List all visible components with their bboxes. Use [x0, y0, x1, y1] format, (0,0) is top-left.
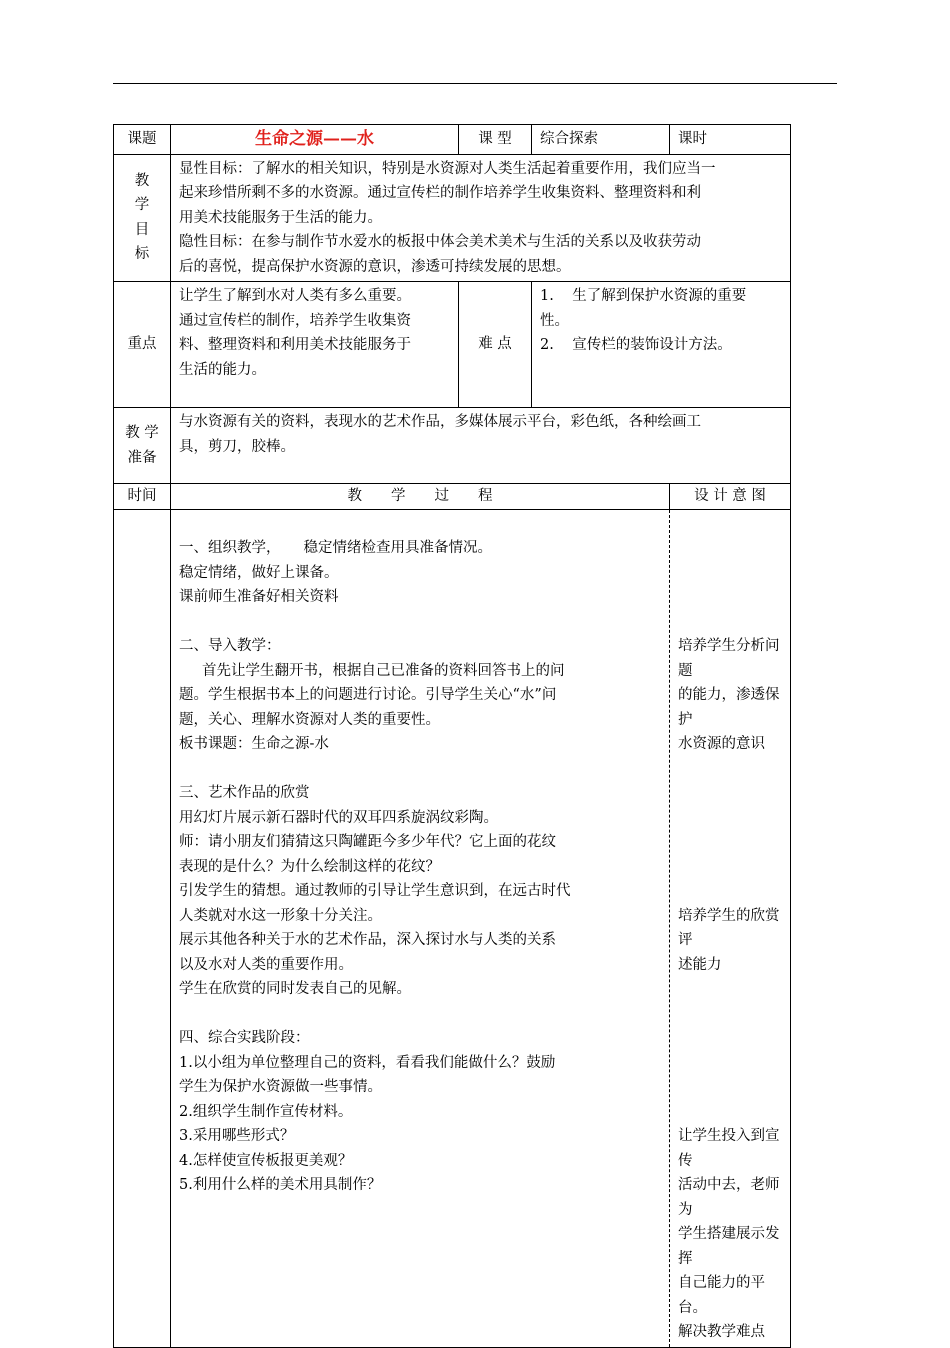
intent-line — [678, 512, 784, 537]
difficulty-line: 1. 生了解到保护水资源的重要 — [540, 288, 747, 304]
goals-text — [171, 154, 791, 282]
process-line: 首先让学生翻开书，根据自己已准备的资料回答书上的问 — [179, 662, 565, 679]
goals-row — [114, 154, 791, 282]
prep-line: 具，剪刀，胶棒。 — [179, 438, 295, 455]
keypoints-row — [114, 282, 791, 408]
prep-label — [114, 408, 171, 484]
goals-label-char: 教 — [134, 172, 150, 189]
goals-label-char: 标 — [134, 246, 150, 263]
process-line: 表现的是什么？为什么绘制这样的花纹？ — [179, 858, 440, 875]
intent-line: 的能力，渗透保护 — [678, 687, 780, 728]
process-line: 2.组织学生制作宣传材料。 — [179, 1103, 353, 1120]
intent-text — [670, 509, 791, 1347]
intent-line — [678, 610, 784, 635]
intent-line: 水资源的意识 — [678, 736, 766, 752]
prep-label-line: 准备 — [127, 449, 157, 466]
intent-line: 学生搭建展示发挥 — [678, 1226, 780, 1267]
process-line: 引发学生的猜想。通过教师的引导让学生意识到，在远古时代 — [179, 883, 571, 899]
process-line: 5.利用什么样的美术用具制作？ — [179, 1177, 382, 1193]
process-line — [179, 757, 663, 782]
intent-line — [678, 1026, 784, 1051]
intent-line: 培养学生的欣赏评 — [678, 907, 780, 948]
process-line — [179, 1002, 663, 1027]
intent-line — [678, 585, 784, 610]
difficulty-label: 难 点 — [459, 282, 532, 408]
intent-line — [678, 757, 784, 782]
intent-line — [678, 1002, 784, 1027]
process-line: 二、导入教学： — [179, 638, 281, 654]
process-line: 学生为保护水资源做一些事情。 — [179, 1079, 382, 1095]
intent-header: 设 计 意 图 — [670, 484, 791, 510]
intent-line — [678, 830, 784, 855]
intent-line: 解决教学难点 — [678, 1324, 766, 1340]
intent-line: 自己能力的平台。 — [678, 1275, 766, 1316]
intent-line: 培养学生分析问题 — [678, 638, 780, 679]
goals-label-char: 学 — [134, 197, 150, 214]
intent-line — [678, 1100, 784, 1125]
top-rule — [113, 83, 837, 84]
process-line: 四、综合实践阶段： — [179, 1030, 310, 1046]
keypoints-line: 让学生了解到水对人类有多么重要。 — [179, 288, 411, 304]
intent-line — [678, 1075, 784, 1100]
prep-row — [114, 408, 791, 484]
period-label — [670, 125, 791, 155]
process-line — [179, 610, 663, 635]
intent-line: 活动中去，老师为 — [678, 1177, 780, 1218]
process-line: 1.以小组为单位整理自己的资料，看看我们能做什么？鼓励 — [179, 1054, 556, 1071]
intent-line — [678, 1051, 784, 1076]
period-label-text: 课时 — [678, 131, 708, 147]
prep-text — [171, 408, 791, 484]
process-line: 一、组织教学， 稳定情绪检查用具准备情况。 — [179, 540, 493, 556]
process-line — [179, 512, 663, 537]
process-line: 用幻灯片展示新石器时代的双耳四系旋涡纹彩陶。 — [179, 809, 498, 826]
process-line: 人类就对水这一形象十分关注。 — [179, 907, 382, 924]
intent-line — [678, 561, 784, 586]
process-line: 稳定情绪，做好上课备。 — [179, 564, 339, 581]
goals-line: 隐性目标：在参与制作节水爱水的板报中体会美术美术与生活的关系以及收获劳动 — [179, 234, 701, 250]
keypoints-line: 生活的能力。 — [179, 361, 266, 378]
header-row — [114, 125, 791, 155]
difficulty-text — [532, 282, 791, 408]
lesson-plan-table — [113, 124, 791, 1348]
process-line: 展示其他各种关于水的艺术作品，深入探讨水与人类的关系 — [179, 932, 556, 948]
intent-line — [678, 977, 784, 1002]
type-label: 课 型 — [459, 125, 532, 155]
goals-label — [114, 154, 171, 282]
process-line: 题。学生根据书本上的问题进行讨论。引导学生关心“水”问 — [179, 687, 557, 703]
process-line: 师：请小朋友们猜猜这只陶罐距今多少年代？它上面的花纹 — [179, 834, 556, 850]
time-cell — [114, 509, 171, 1347]
process-line: 以及水对人类的重要作用。 — [179, 956, 353, 973]
goals-line: 用美术技能服务于生活的能力。 — [179, 209, 382, 226]
process-line: 板书课题：生命之源-水 — [179, 736, 329, 752]
keypoints-label: 重点 — [114, 282, 171, 408]
goals-line: 显性目标：了解水的相关知识，特别是水资源对人类生活起着重要作用，我们应当一 — [179, 160, 716, 177]
prep-line: 与水资源有关的资料，表现水的艺术作品，多媒体展示平台，彩色纸，各种绘画工 — [179, 414, 701, 430]
intent-line — [678, 879, 784, 904]
goals-line: 起来珍惜所剩不多的水资源。通过宣传栏的制作培养学生收集资料、整理资料和利 — [179, 185, 701, 201]
process-header-row — [114, 484, 791, 510]
goals-line: 后的喜悦，提高保护水资源的意识，渗透可持续发展的思想。 — [179, 258, 571, 275]
difficulty-line: 2. 宣传栏的装饰设计方法。 — [540, 337, 732, 353]
process-line: 三、艺术作品的欣赏 — [179, 785, 310, 801]
topic-title-text: 生命之源——水 — [255, 128, 374, 149]
process-line: 课前师生准备好相关资料 — [179, 589, 339, 605]
intent-line: 述能力 — [678, 956, 722, 973]
process-row — [114, 509, 791, 1347]
keypoints-text — [171, 282, 459, 408]
intent-line — [678, 855, 784, 880]
prep-label-line: 教 学 — [125, 425, 159, 441]
topic-title — [171, 125, 459, 155]
process-line: 3.采用哪些形式？ — [179, 1128, 295, 1144]
goals-label-char: 目 — [134, 221, 150, 238]
intent-line — [678, 781, 784, 806]
intent-line — [678, 536, 784, 561]
process-line: 4.怎样使宣传板报更美观？ — [179, 1152, 353, 1169]
process-line: 学生在欣赏的同时发表自己的见解。 — [179, 981, 411, 997]
process-text — [171, 509, 670, 1347]
keypoints-line: 料、整理资料和利用美术技能服务于 — [179, 337, 411, 353]
keypoints-line: 通过宣传栏的制作，培养学生收集资 — [179, 312, 411, 329]
topic-label: 课题 — [114, 125, 171, 155]
difficulty-line: 性。 — [540, 312, 570, 329]
time-header: 时间 — [114, 484, 171, 510]
process-header: 教 学 过 程 — [171, 484, 670, 510]
intent-line: 让学生投入到宣传 — [678, 1128, 780, 1169]
intent-line — [678, 806, 784, 831]
process-line: 题，关心、理解水资源对人类的重要性。 — [179, 711, 440, 728]
type-value: 综合探索 — [532, 125, 670, 155]
